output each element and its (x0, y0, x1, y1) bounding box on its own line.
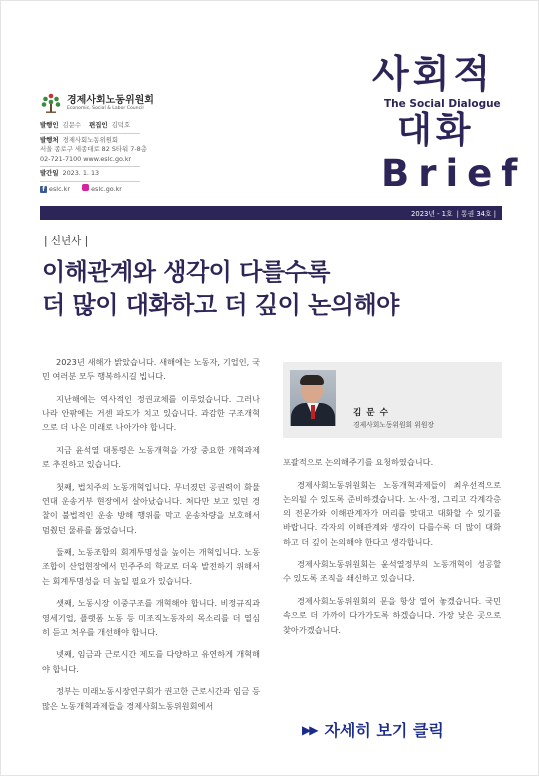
paragraph: 둘째, 노동조합의 회계투명성을 높이는 개혁입니다. 노동조합이 산업현장에서 민주주의 학교로 더욱 발전하기 위해서는 회계투명성을 더 높일 필요가 있습니다. (42, 547, 260, 586)
social-links (40, 184, 147, 195)
org-name-korean: 경제사회노동위원회 (67, 94, 154, 106)
paragraph: 경제사회노동위원회는 윤석열정부의 노동개혁이 성공할 수 있도록 조직을 쇄신하고 있습니다. (283, 559, 501, 584)
facebook-link[interactable]: eslc.kr (49, 184, 70, 193)
office-value: 경제사회노동위원회 (62, 135, 119, 144)
article-column-right (283, 455, 501, 645)
editor-value: 김덕호 (111, 121, 131, 129)
phone-website: 02-721-7100 www.eslc.go.kr (40, 154, 132, 163)
issue-number: 2023년 - 1호 (411, 210, 453, 218)
instagram-link[interactable]: eslc.go.kr (91, 184, 122, 193)
paragraph: 정부는 미래노동시장연구회가 권고한 근로시간과 임금 등 많은 노동개혁과제들을 경제사회노동위원회에서 (42, 686, 260, 711)
org-logo (40, 92, 154, 114)
headline-line-1: 이해관계와 생각이 다를수록 (42, 258, 330, 286)
date-label: 발간일 (40, 169, 59, 178)
masthead-line-1: 사회적 (372, 52, 495, 96)
double-play-arrow-icon: ▶▶ (302, 722, 317, 737)
headline-line-2: 더 많이 대화하고 더 깊이 논의해야 (42, 291, 399, 319)
office-row (40, 136, 147, 146)
paragraph: 넷째, 임금과 근로시간 제도를 다양하고 유연하게 개혁해야 합니다. (42, 649, 260, 674)
paragraph: 포괄적으로 논의해주기를 요청하였습니다. (283, 457, 434, 467)
meta-divider (40, 166, 140, 167)
article-headline (42, 256, 399, 322)
paragraph: 경제사회노동위원회는 노동개혁과제들이 최우선적으로 논의될 수 있도록 준비하겠습니다. 노·사·정, 그리고 각계각층의 전문가와 이해관계자가 머리를 맞대고 대화할 수 있기를 바랍니다. 각자의 이해관계와 생각이 다를수록 더 많이 대화하고 더 깊이 논의해야 한다고 생각합니다. (283, 479, 501, 547)
paragraph: 첫째, 법치주의 노동개혁입니다. 무너졌던 공권력이 화물연대 운송거부 현장에서 살아났습니다. 쳐다만 보고 있던 경찰이 불법적인 운송 방해 행위를 막고 운송차량을 보호해서 멈췄던 물류를 뚫었습니다. (42, 481, 260, 535)
tree-people-logo-icon (40, 92, 62, 114)
publication-meta (40, 121, 147, 195)
author-role: 경제사회노동위원회 위원장 (353, 421, 434, 429)
read-more-label: 자세히 보기 클릭 (324, 721, 444, 740)
publisher-label: 발행인 (40, 121, 59, 129)
facebook-icon: f (40, 186, 47, 193)
author-name: 김 문 수 (353, 408, 389, 418)
org-name-english: Economic, Social & Labor Council (67, 105, 144, 111)
masthead-line-3: Brief (381, 152, 527, 195)
date-row (40, 169, 147, 179)
instagram-icon (82, 184, 89, 191)
read-more-link[interactable] (302, 718, 444, 741)
paragraph: 지난해에는 역사적인 정권교체를 이루었습니다. 그러나 나라 안팎에는 거센 파도가 치고 있습니다. 과감한 구조개혁으로 더 나은 미래로 나아가야 합니다. (42, 393, 260, 433)
author-photo (290, 370, 336, 426)
paragraph: 셋째, 노동시장 이중구조를 개혁해야 합니다. 비정규직과 영세기업, 플랫폼 노동 등 미조직노동자의 목소리를 더 열심히 듣고 처우를 개선해야 합니다. (42, 598, 260, 637)
office-label: 발행처 (40, 135, 59, 144)
paragraph: 경제사회노동위원회의 문을 항상 열어 놓겠습니다. 국민 속으로 더 가까이 다가가도록 하겠습니다. 가장 낮은 곳으로 찾아가겠습니다. (283, 596, 501, 635)
address: 서울 종로구 세종대로 82 S타워 7-8층 (40, 145, 147, 154)
masthead-english: The Social Dialogue (384, 98, 501, 110)
publisher-value: 김문수 (62, 121, 82, 129)
editor-label: 편집인 (89, 121, 108, 129)
section-label: | 신년사 | (44, 235, 89, 247)
meta-divider (40, 181, 140, 182)
article-column-left (42, 355, 260, 721)
meta-divider (40, 133, 140, 134)
publisher-row (40, 121, 147, 131)
date-value: 2023. 1. 13 (62, 169, 100, 178)
paragraph: 2023년 새해가 밝았습니다. 새해에는 노동자, 기업인, 국민 여러분 모두 행복하시길 빕니다. (42, 357, 260, 382)
paragraph: 지금 윤석열 대통령은 노동개혁을 가장 중요한 개혁과제로 추진하고 있습니다. (42, 445, 260, 470)
masthead-line-2: 대화 (397, 110, 475, 151)
issue-bar (40, 206, 502, 220)
issue-total: | 통권 34호 | (456, 210, 496, 218)
author-box (283, 362, 502, 438)
